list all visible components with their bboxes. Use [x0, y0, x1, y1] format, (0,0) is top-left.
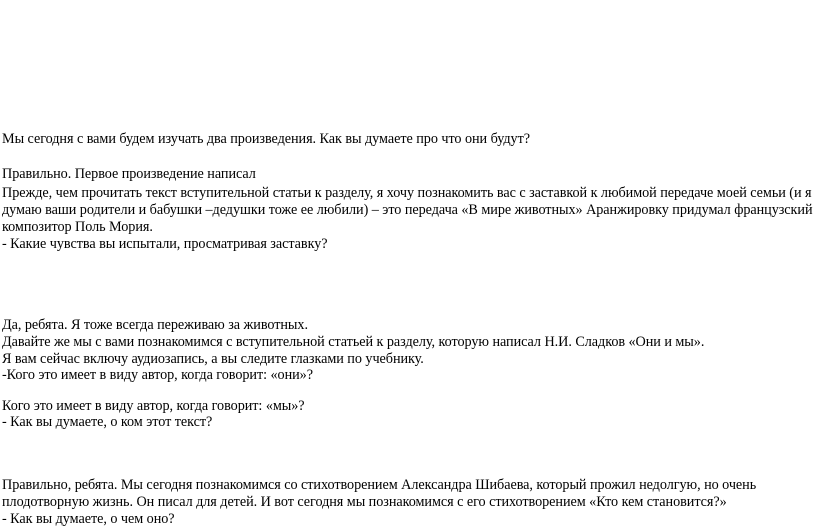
text-line-first-work: Правильно. Первое произведение написал — [2, 166, 256, 182]
text-line-poem-intro-2: плодотворную жизнь. Он писал для детей. И вот сегодня мы познакомимся с его стихотворением «Кто кем становится?» — [2, 494, 727, 510]
text-line-animals: Да, ребята. Я тоже всегда переживаю за животных. — [2, 317, 308, 333]
text-line-intro-article: Давайте же мы с вами познакомимся с вступительной статьей к разделу, которую написал Н.И. Сладков «Они и мы». — [2, 334, 705, 350]
text-line-intro-question: Мы сегодня с вами будем изучать два произведения. Как вы думаете про что они будут? — [2, 131, 530, 147]
text-line-poem-question: - Как вы думаете, о чем оно? — [2, 511, 175, 527]
text-line-feelings-question: - Какие чувства вы испытали, просматривая заставку? — [2, 236, 328, 252]
text-line-we-question: Кого это имеет в виду автор, когда говорит: «мы»? — [2, 398, 305, 414]
text-line-they-question: -Кого это имеет в виду автор, когда говорит: «они»? — [2, 367, 313, 383]
text-line-paragraph-3: композитор Поль Мория. — [2, 219, 153, 235]
text-line-about-whom: - Как вы думаете, о ком этот текст? — [2, 414, 213, 430]
text-line-paragraph-1: Прежде, чем прочитать текст вступительной статьи к разделу, я хочу познакомить вас с заставкой к любимой передаче моей семьи (и я — [2, 185, 812, 201]
text-line-poem-intro-1: Правильно, ребята. Мы сегодня познакомимся со стихотворением Александра Шибаева, который прожил недолгую, но очень — [2, 477, 757, 493]
text-line-paragraph-2: думаю ваши родители и бабушки –дедушки тоже ее любили) – это передача «В мире животных» Аранжировку придумал французский — [2, 202, 813, 218]
text-line-audio: Я вам сейчас включу аудиозапись, а вы следите глазками по учебнику. — [2, 351, 424, 367]
